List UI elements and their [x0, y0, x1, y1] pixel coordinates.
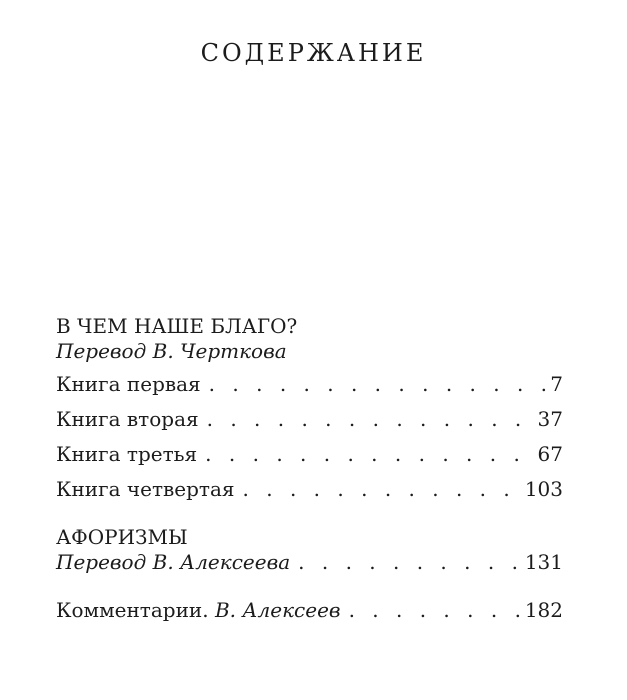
section-heading-good: В ЧЕМ НАШЕ БЛАГО? — [56, 314, 298, 338]
toc-page-number: 182 — [524, 598, 563, 622]
section-heading-aphorisms: АФОРИЗМЫ — [56, 525, 188, 549]
toc-entry-label: Книга третья — [56, 442, 198, 466]
toc-page-number: 7 — [550, 372, 563, 396]
toc-entry-book-1[interactable] — [56, 371, 563, 397]
commentary-author: В. Алексеев — [214, 598, 341, 622]
leader-dots — [209, 371, 549, 397]
leader-dots — [205, 441, 535, 467]
toc-entry-book-2[interactable] — [56, 406, 563, 432]
toc-entry-label: Книга первая — [56, 372, 201, 396]
toc-entry-aphorisms[interactable] — [56, 549, 563, 575]
leader-dots — [207, 406, 536, 432]
translator-alekseev: Перевод В. Алексеева — [56, 550, 291, 574]
toc-entry-label: Книга четвертая — [56, 477, 235, 501]
commentary-label: Комментарии. — [56, 598, 209, 622]
toc-page-number: 103 — [524, 477, 563, 501]
toc-entry-book-3[interactable] — [56, 441, 563, 467]
toc-entry-commentary[interactable] — [56, 597, 563, 623]
toc-page-number: 37 — [537, 407, 563, 431]
toc-entry-label: Книга вторая — [56, 407, 199, 431]
leader-dots — [349, 597, 523, 623]
toc-entry-book-4[interactable] — [56, 476, 563, 502]
translator-chertkov: Перевод В. Черткова — [56, 339, 287, 363]
toc-page-number: 67 — [537, 442, 563, 466]
toc-page-number: 131 — [524, 550, 563, 574]
page-title: СОДЕРЖАНИЕ — [200, 39, 427, 67]
toc-entry-label-wrapper — [56, 597, 341, 623]
leader-dots — [243, 476, 523, 502]
leader-dots — [298, 549, 523, 575]
